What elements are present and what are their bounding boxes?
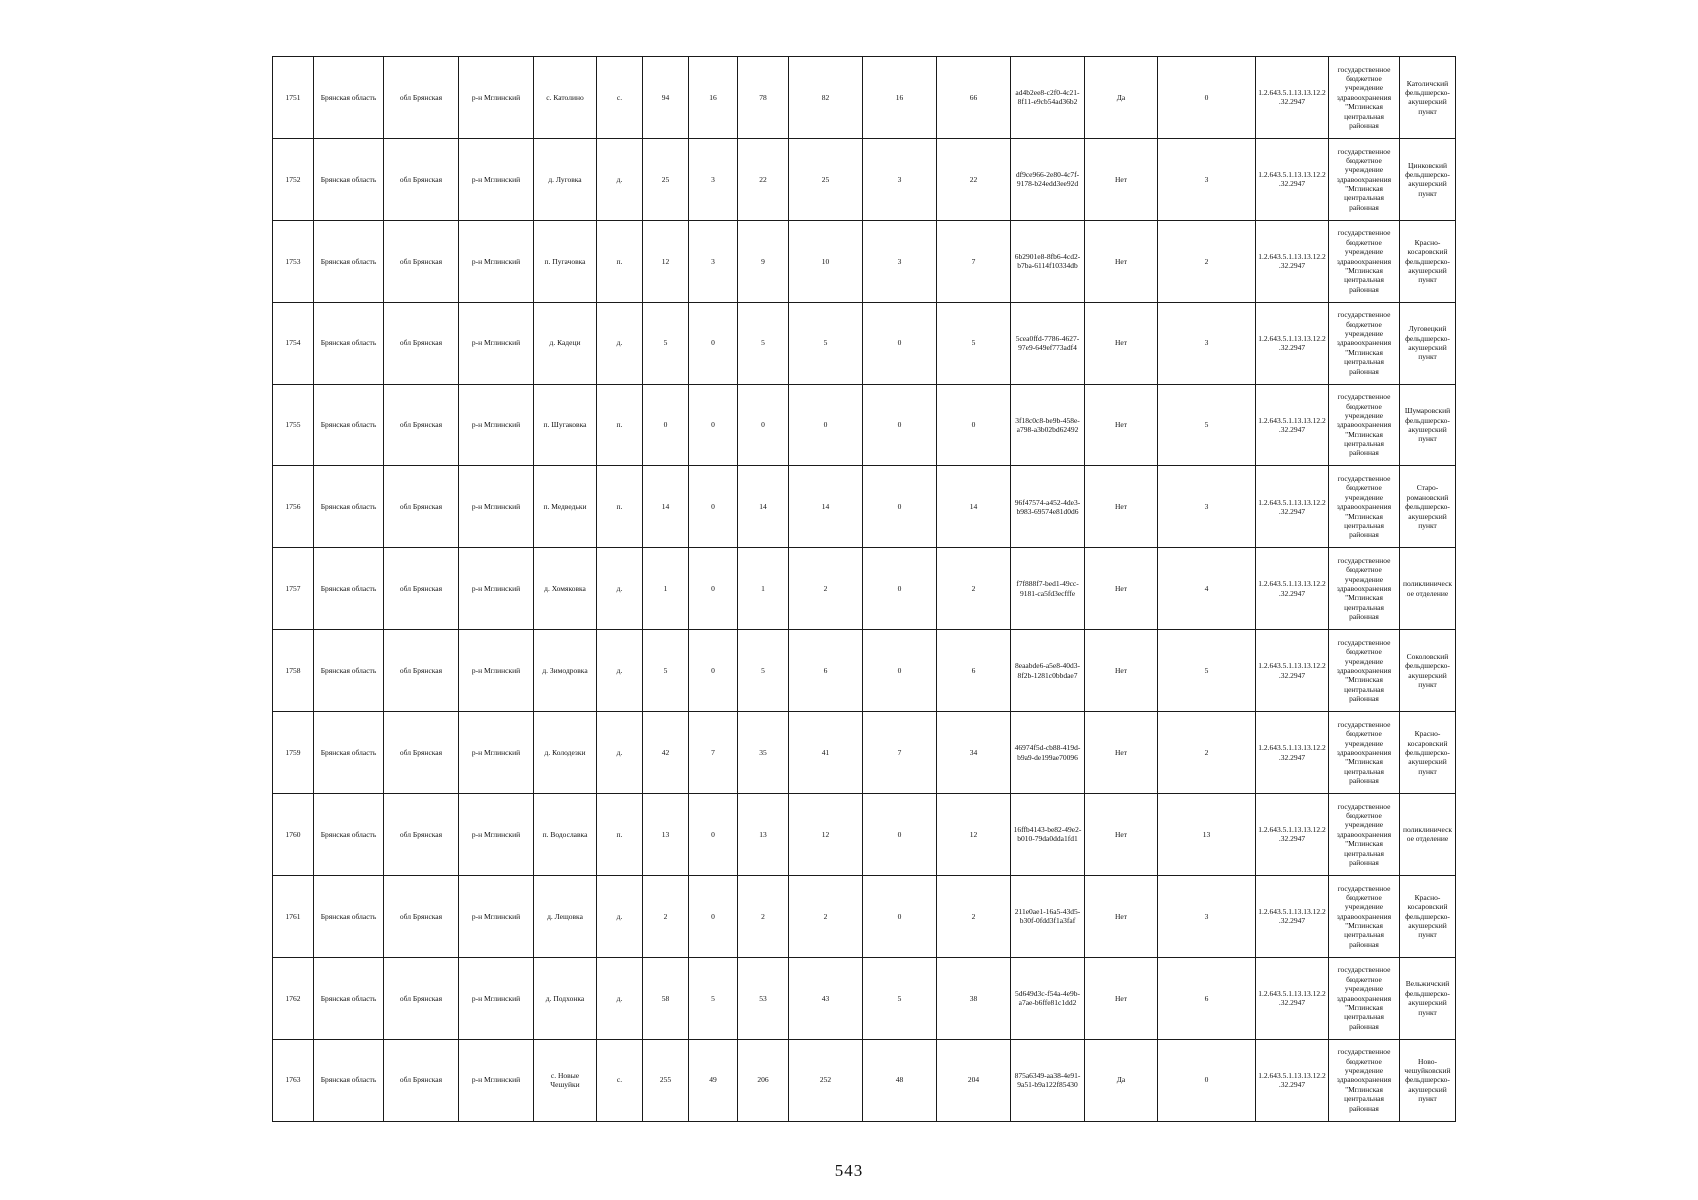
population-children-cell: 0 bbox=[689, 384, 738, 466]
district-cell: р-н Мглинский bbox=[459, 138, 534, 220]
facility-cell: Ново-чешуйковский фельдшерско-акушерский пункт bbox=[1400, 1039, 1456, 1121]
facility-cell: Старо-романовский фельдшерско-акушерский пункт bbox=[1400, 466, 1456, 548]
attached-adults-cell: 66 bbox=[937, 57, 1011, 139]
organization-cell: государственное бюджетное учреждение здравоохранения "Мглинская центральная районная bbox=[1329, 875, 1400, 957]
population-total-cell: 1 bbox=[643, 548, 689, 630]
distance-cell: 3 bbox=[1158, 138, 1256, 220]
population-children-cell: 0 bbox=[689, 466, 738, 548]
settlement-cell: с. Католино bbox=[534, 57, 597, 139]
organization-cell: государственное бюджетное учреждение здравоохранения "Мглинская центральная районная bbox=[1329, 548, 1400, 630]
organization-cell: государственное бюджетное учреждение здравоохранения "Мглинская центральная районная bbox=[1329, 794, 1400, 876]
settlement-type-cell: п. bbox=[597, 384, 643, 466]
flag-cell: Да bbox=[1085, 1039, 1158, 1121]
attached-total-cell: 2 bbox=[789, 548, 863, 630]
attached-children-cell: 0 bbox=[863, 875, 937, 957]
population-adults-cell: 5 bbox=[738, 630, 789, 712]
population-adults-cell: 13 bbox=[738, 794, 789, 876]
region-cell: Брянская область bbox=[314, 466, 384, 548]
attached-children-cell: 48 bbox=[863, 1039, 937, 1121]
org-oid-cell: 1.2.643.5.1.13.13.12.2.32.2947 bbox=[1256, 220, 1329, 302]
table-row bbox=[273, 1039, 1456, 1121]
organization-cell: государственное бюджетное учреждение здравоохранения "Мглинская центральная районная bbox=[1329, 466, 1400, 548]
attached-total-cell: 41 bbox=[789, 712, 863, 794]
distance-cell: 3 bbox=[1158, 302, 1256, 384]
settlement-cell: с. Новые Чешуйки bbox=[534, 1039, 597, 1121]
attached-adults-cell: 14 bbox=[937, 466, 1011, 548]
settlement-type-cell: с. bbox=[597, 57, 643, 139]
org-oid-cell: 1.2.643.5.1.13.13.12.2.32.2947 bbox=[1256, 1039, 1329, 1121]
table-row bbox=[273, 466, 1456, 548]
facility-cell: Соколовский фельдшерско-акушерский пункт bbox=[1400, 630, 1456, 712]
attached-total-cell: 12 bbox=[789, 794, 863, 876]
settlement-cell: п. Шугаковка bbox=[534, 384, 597, 466]
attached-adults-cell: 2 bbox=[937, 875, 1011, 957]
settlement-type-cell: п. bbox=[597, 794, 643, 876]
population-adults-cell: 35 bbox=[738, 712, 789, 794]
attached-adults-cell: 34 bbox=[937, 712, 1011, 794]
attached-adults-cell: 204 bbox=[937, 1039, 1011, 1121]
oblast-cell: обл Брянская bbox=[384, 794, 459, 876]
population-children-cell: 16 bbox=[689, 57, 738, 139]
fias-guid-cell: 96f47574-a452-4de3-b983-69574e81d0d6 bbox=[1011, 466, 1085, 548]
settlement-cell: д. Зимодровка bbox=[534, 630, 597, 712]
attached-total-cell: 0 bbox=[789, 384, 863, 466]
facility-cell: поликлиническое отделение bbox=[1400, 794, 1456, 876]
table-row bbox=[273, 630, 1456, 712]
attached-total-cell: 2 bbox=[789, 875, 863, 957]
facility-cell: Цинковский фельдшерско-акушерский пункт bbox=[1400, 138, 1456, 220]
fias-guid-cell: 5cea0ffd-7786-4627-97e9-649ef773adf4 bbox=[1011, 302, 1085, 384]
flag-cell: Нет bbox=[1085, 548, 1158, 630]
fias-guid-cell: 875a6349-aa38-4e91-9a51-b9a122f85430 bbox=[1011, 1039, 1085, 1121]
region-cell: Брянская область bbox=[314, 548, 384, 630]
population-total-cell: 0 bbox=[643, 384, 689, 466]
district-cell: р-н Мглинский bbox=[459, 302, 534, 384]
region-cell: Брянская область bbox=[314, 630, 384, 712]
population-total-cell: 14 bbox=[643, 466, 689, 548]
table-row bbox=[273, 794, 1456, 876]
distance-cell: 5 bbox=[1158, 630, 1256, 712]
district-cell: р-н Мглинский bbox=[459, 384, 534, 466]
flag-cell: Нет bbox=[1085, 957, 1158, 1039]
table-row bbox=[273, 957, 1456, 1039]
region-cell: Брянская область bbox=[314, 957, 384, 1039]
fias-guid-cell: 46974f5d-cb88-419d-b9a9-de199ae70096 bbox=[1011, 712, 1085, 794]
population-adults-cell: 206 bbox=[738, 1039, 789, 1121]
settlement-cell: д. Колодезки bbox=[534, 712, 597, 794]
attached-total-cell: 14 bbox=[789, 466, 863, 548]
row-number-cell: 1752 bbox=[273, 138, 314, 220]
population-total-cell: 2 bbox=[643, 875, 689, 957]
population-children-cell: 7 bbox=[689, 712, 738, 794]
row-number-cell: 1759 bbox=[273, 712, 314, 794]
flag-cell: Нет bbox=[1085, 466, 1158, 548]
population-adults-cell: 0 bbox=[738, 384, 789, 466]
facility-cell: Красно-косаровский фельдшерско-акушерский пункт bbox=[1400, 220, 1456, 302]
org-oid-cell: 1.2.643.5.1.13.13.12.2.32.2947 bbox=[1256, 384, 1329, 466]
facility-cell: Шумаровский фельдшерско-акушерский пункт bbox=[1400, 384, 1456, 466]
row-number-cell: 1758 bbox=[273, 630, 314, 712]
region-cell: Брянская область bbox=[314, 384, 384, 466]
district-cell: р-н Мглинский bbox=[459, 957, 534, 1039]
settlement-cell: д. Кадеци bbox=[534, 302, 597, 384]
settlement-type-cell: п. bbox=[597, 466, 643, 548]
facility-cell: Луговецкий фельдшерско-акушерский пункт bbox=[1400, 302, 1456, 384]
population-children-cell: 3 bbox=[689, 220, 738, 302]
table-row bbox=[273, 57, 1456, 139]
population-children-cell: 49 bbox=[689, 1039, 738, 1121]
attached-adults-cell: 6 bbox=[937, 630, 1011, 712]
settlement-type-cell: д. bbox=[597, 138, 643, 220]
fias-guid-cell: 6b2901e8-8fb6-4cd2-b7ba-6114f10334db bbox=[1011, 220, 1085, 302]
settlement-type-cell: д. bbox=[597, 875, 643, 957]
distance-cell: 2 bbox=[1158, 220, 1256, 302]
attached-children-cell: 0 bbox=[863, 630, 937, 712]
population-children-cell: 0 bbox=[689, 794, 738, 876]
oblast-cell: обл Брянская bbox=[384, 548, 459, 630]
population-total-cell: 13 bbox=[643, 794, 689, 876]
population-adults-cell: 53 bbox=[738, 957, 789, 1039]
attached-adults-cell: 5 bbox=[937, 302, 1011, 384]
population-adults-cell: 1 bbox=[738, 548, 789, 630]
org-oid-cell: 1.2.643.5.1.13.13.12.2.32.2947 bbox=[1256, 794, 1329, 876]
settlement-cell: д. Лещовка bbox=[534, 875, 597, 957]
attached-total-cell: 82 bbox=[789, 57, 863, 139]
attached-children-cell: 5 bbox=[863, 957, 937, 1039]
organization-cell: государственное бюджетное учреждение здравоохранения "Мглинская центральная районная bbox=[1329, 138, 1400, 220]
settlement-type-cell: д. bbox=[597, 957, 643, 1039]
population-children-cell: 0 bbox=[689, 302, 738, 384]
district-cell: р-н Мглинский bbox=[459, 57, 534, 139]
row-number-cell: 1757 bbox=[273, 548, 314, 630]
population-total-cell: 255 bbox=[643, 1039, 689, 1121]
population-total-cell: 58 bbox=[643, 957, 689, 1039]
oblast-cell: обл Брянская bbox=[384, 220, 459, 302]
population-total-cell: 42 bbox=[643, 712, 689, 794]
row-number-cell: 1760 bbox=[273, 794, 314, 876]
facility-cell: Католичский фельдшерско-акушерский пункт bbox=[1400, 57, 1456, 139]
population-adults-cell: 78 bbox=[738, 57, 789, 139]
oblast-cell: обл Брянская bbox=[384, 1039, 459, 1121]
flag-cell: Нет bbox=[1085, 220, 1158, 302]
district-cell: р-н Мглинский bbox=[459, 220, 534, 302]
attached-adults-cell: 0 bbox=[937, 384, 1011, 466]
row-number-cell: 1761 bbox=[273, 875, 314, 957]
org-oid-cell: 1.2.643.5.1.13.13.12.2.32.2947 bbox=[1256, 302, 1329, 384]
fias-guid-cell: 16ffb4143-be82-49e2-b010-79da0dda1fd1 bbox=[1011, 794, 1085, 876]
settlement-cell: п. Медведьки bbox=[534, 466, 597, 548]
fias-guid-cell: ad4b2ee8-c2f0-4c21-8f11-e9cb54ad36b2 bbox=[1011, 57, 1085, 139]
attached-total-cell: 43 bbox=[789, 957, 863, 1039]
row-number-cell: 1763 bbox=[273, 1039, 314, 1121]
attached-total-cell: 10 bbox=[789, 220, 863, 302]
distance-cell: 5 bbox=[1158, 384, 1256, 466]
attached-total-cell: 6 bbox=[789, 630, 863, 712]
settlement-type-cell: д. bbox=[597, 548, 643, 630]
settlement-type-cell: д. bbox=[597, 630, 643, 712]
population-total-cell: 12 bbox=[643, 220, 689, 302]
oblast-cell: обл Брянская bbox=[384, 384, 459, 466]
oblast-cell: обл Брянская bbox=[384, 957, 459, 1039]
facility-cell: Красно-косаровский фельдшерско-акушерский пункт bbox=[1400, 712, 1456, 794]
attached-children-cell: 3 bbox=[863, 138, 937, 220]
region-cell: Брянская область bbox=[314, 875, 384, 957]
row-number-cell: 1756 bbox=[273, 466, 314, 548]
table-row bbox=[273, 302, 1456, 384]
table-row bbox=[273, 875, 1456, 957]
row-number-cell: 1762 bbox=[273, 957, 314, 1039]
distance-cell: 3 bbox=[1158, 875, 1256, 957]
region-cell: Брянская область bbox=[314, 302, 384, 384]
settlement-cell: д. Подхонка bbox=[534, 957, 597, 1039]
population-total-cell: 5 bbox=[643, 302, 689, 384]
region-cell: Брянская область bbox=[314, 1039, 384, 1121]
distance-cell: 4 bbox=[1158, 548, 1256, 630]
facility-cell: поликлиническое отделение bbox=[1400, 548, 1456, 630]
organization-cell: государственное бюджетное учреждение здравоохранения "Мглинская центральная районная bbox=[1329, 957, 1400, 1039]
fias-guid-cell: 8eaabde6-a5e8-40d3-8f2b-1281c0bbdae7 bbox=[1011, 630, 1085, 712]
flag-cell: Нет bbox=[1085, 302, 1158, 384]
region-cell: Брянская область bbox=[314, 794, 384, 876]
attached-adults-cell: 7 bbox=[937, 220, 1011, 302]
distance-cell: 2 bbox=[1158, 712, 1256, 794]
organization-cell: государственное бюджетное учреждение здравоохранения "Мглинская центральная районная bbox=[1329, 630, 1400, 712]
distance-cell: 6 bbox=[1158, 957, 1256, 1039]
oblast-cell: обл Брянская bbox=[384, 875, 459, 957]
organization-cell: государственное бюджетное учреждение здравоохранения "Мглинская центральная районная bbox=[1329, 220, 1400, 302]
oblast-cell: обл Брянская bbox=[384, 466, 459, 548]
flag-cell: Нет bbox=[1085, 630, 1158, 712]
attached-children-cell: 0 bbox=[863, 302, 937, 384]
oblast-cell: обл Брянская bbox=[384, 712, 459, 794]
flag-cell: Нет bbox=[1085, 138, 1158, 220]
distance-cell: 0 bbox=[1158, 1039, 1256, 1121]
attached-children-cell: 0 bbox=[863, 548, 937, 630]
population-children-cell: 0 bbox=[689, 875, 738, 957]
oblast-cell: обл Брянская bbox=[384, 57, 459, 139]
org-oid-cell: 1.2.643.5.1.13.13.12.2.32.2947 bbox=[1256, 466, 1329, 548]
population-total-cell: 94 bbox=[643, 57, 689, 139]
settlement-type-cell: д. bbox=[597, 302, 643, 384]
fias-guid-cell: 3f18c0c8-be9b-458e-a798-a3b02bd62492 bbox=[1011, 384, 1085, 466]
attached-adults-cell: 12 bbox=[937, 794, 1011, 876]
organization-cell: государственное бюджетное учреждение здравоохранения "Мглинская центральная районная bbox=[1329, 384, 1400, 466]
region-cell: Брянская область bbox=[314, 712, 384, 794]
distance-cell: 0 bbox=[1158, 57, 1256, 139]
org-oid-cell: 1.2.643.5.1.13.13.12.2.32.2947 bbox=[1256, 875, 1329, 957]
organization-cell: государственное бюджетное учреждение здравоохранения "Мглинская центральная районная bbox=[1329, 1039, 1400, 1121]
settlement-type-cell: с. bbox=[597, 1039, 643, 1121]
attached-adults-cell: 2 bbox=[937, 548, 1011, 630]
district-cell: р-н Мглинский bbox=[459, 466, 534, 548]
table-row bbox=[273, 220, 1456, 302]
distance-cell: 3 bbox=[1158, 466, 1256, 548]
fias-guid-cell: df9ce966-2e80-4c7f-9178-b24edd3ee92d bbox=[1011, 138, 1085, 220]
registry-table bbox=[272, 56, 1456, 1122]
population-total-cell: 5 bbox=[643, 630, 689, 712]
distance-cell: 13 bbox=[1158, 794, 1256, 876]
region-cell: Брянская область bbox=[314, 57, 384, 139]
region-cell: Брянская область bbox=[314, 138, 384, 220]
oblast-cell: обл Брянская bbox=[384, 302, 459, 384]
table-row bbox=[273, 548, 1456, 630]
flag-cell: Нет bbox=[1085, 712, 1158, 794]
organization-cell: государственное бюджетное учреждение здравоохранения "Мглинская центральная районная bbox=[1329, 712, 1400, 794]
population-adults-cell: 22 bbox=[738, 138, 789, 220]
district-cell: р-н Мглинский bbox=[459, 630, 534, 712]
district-cell: р-н Мглинский bbox=[459, 1039, 534, 1121]
org-oid-cell: 1.2.643.5.1.13.13.12.2.32.2947 bbox=[1256, 548, 1329, 630]
population-children-cell: 5 bbox=[689, 957, 738, 1039]
district-cell: р-н Мглинский bbox=[459, 548, 534, 630]
org-oid-cell: 1.2.643.5.1.13.13.12.2.32.2947 bbox=[1256, 630, 1329, 712]
settlement-cell: п. Пугачовка bbox=[534, 220, 597, 302]
population-total-cell: 25 bbox=[643, 138, 689, 220]
settlement-cell: п. Водославка bbox=[534, 794, 597, 876]
table-row bbox=[273, 384, 1456, 466]
org-oid-cell: 1.2.643.5.1.13.13.12.2.32.2947 bbox=[1256, 57, 1329, 139]
attached-children-cell: 0 bbox=[863, 794, 937, 876]
attached-children-cell: 0 bbox=[863, 466, 937, 548]
attached-adults-cell: 22 bbox=[937, 138, 1011, 220]
oblast-cell: обл Брянская bbox=[384, 138, 459, 220]
population-children-cell: 0 bbox=[689, 548, 738, 630]
table-row bbox=[273, 138, 1456, 220]
flag-cell: Да bbox=[1085, 57, 1158, 139]
attached-adults-cell: 38 bbox=[937, 957, 1011, 1039]
fias-guid-cell: 5d649d3c-f54a-4e9b-a7ae-b6ffe81c1dd2 bbox=[1011, 957, 1085, 1039]
settlement-cell: д. Луговка bbox=[534, 138, 597, 220]
population-children-cell: 3 bbox=[689, 138, 738, 220]
district-cell: р-н Мглинский bbox=[459, 794, 534, 876]
registry-table-body bbox=[273, 57, 1456, 1122]
facility-cell: Красно-косаровский фельдшерско-акушерский пункт bbox=[1400, 875, 1456, 957]
region-cell: Брянская область bbox=[314, 220, 384, 302]
population-adults-cell: 5 bbox=[738, 302, 789, 384]
row-number-cell: 1754 bbox=[273, 302, 314, 384]
fias-guid-cell: 211e0ae1-16a5-43d5-b30f-0fdd3f1a3faf bbox=[1011, 875, 1085, 957]
attached-total-cell: 5 bbox=[789, 302, 863, 384]
page-number: 543 bbox=[834, 1161, 864, 1180]
org-oid-cell: 1.2.643.5.1.13.13.12.2.32.2947 bbox=[1256, 138, 1329, 220]
facility-cell: Вельжичский фельдшерско-акушерский пункт bbox=[1400, 957, 1456, 1039]
attached-total-cell: 25 bbox=[789, 138, 863, 220]
oblast-cell: обл Брянская bbox=[384, 630, 459, 712]
organization-cell: государственное бюджетное учреждение здравоохранения "Мглинская центральная районная bbox=[1329, 57, 1400, 139]
population-adults-cell: 2 bbox=[738, 875, 789, 957]
table-row bbox=[273, 712, 1456, 794]
org-oid-cell: 1.2.643.5.1.13.13.12.2.32.2947 bbox=[1256, 957, 1329, 1039]
district-cell: р-н Мглинский bbox=[459, 875, 534, 957]
settlement-type-cell: д. bbox=[597, 712, 643, 794]
population-adults-cell: 9 bbox=[738, 220, 789, 302]
org-oid-cell: 1.2.643.5.1.13.13.12.2.32.2947 bbox=[1256, 712, 1329, 794]
attached-children-cell: 3 bbox=[863, 220, 937, 302]
document-sheet bbox=[272, 56, 1456, 1121]
flag-cell: Нет bbox=[1085, 875, 1158, 957]
district-cell: р-н Мглинский bbox=[459, 712, 534, 794]
population-adults-cell: 14 bbox=[738, 466, 789, 548]
row-number-cell: 1751 bbox=[273, 57, 314, 139]
row-number-cell: 1753 bbox=[273, 220, 314, 302]
attached-children-cell: 16 bbox=[863, 57, 937, 139]
population-children-cell: 0 bbox=[689, 630, 738, 712]
attached-total-cell: 252 bbox=[789, 1039, 863, 1121]
flag-cell: Нет bbox=[1085, 794, 1158, 876]
attached-children-cell: 7 bbox=[863, 712, 937, 794]
organization-cell: государственное бюджетное учреждение здравоохранения "Мглинская центральная районная bbox=[1329, 302, 1400, 384]
row-number-cell: 1755 bbox=[273, 384, 314, 466]
fias-guid-cell: f7f888f7-bed1-49cc-9181-ca5fd3ecfffe bbox=[1011, 548, 1085, 630]
flag-cell: Нет bbox=[1085, 384, 1158, 466]
settlement-type-cell: п. bbox=[597, 220, 643, 302]
settlement-cell: д. Хомяковка bbox=[534, 548, 597, 630]
attached-children-cell: 0 bbox=[863, 384, 937, 466]
